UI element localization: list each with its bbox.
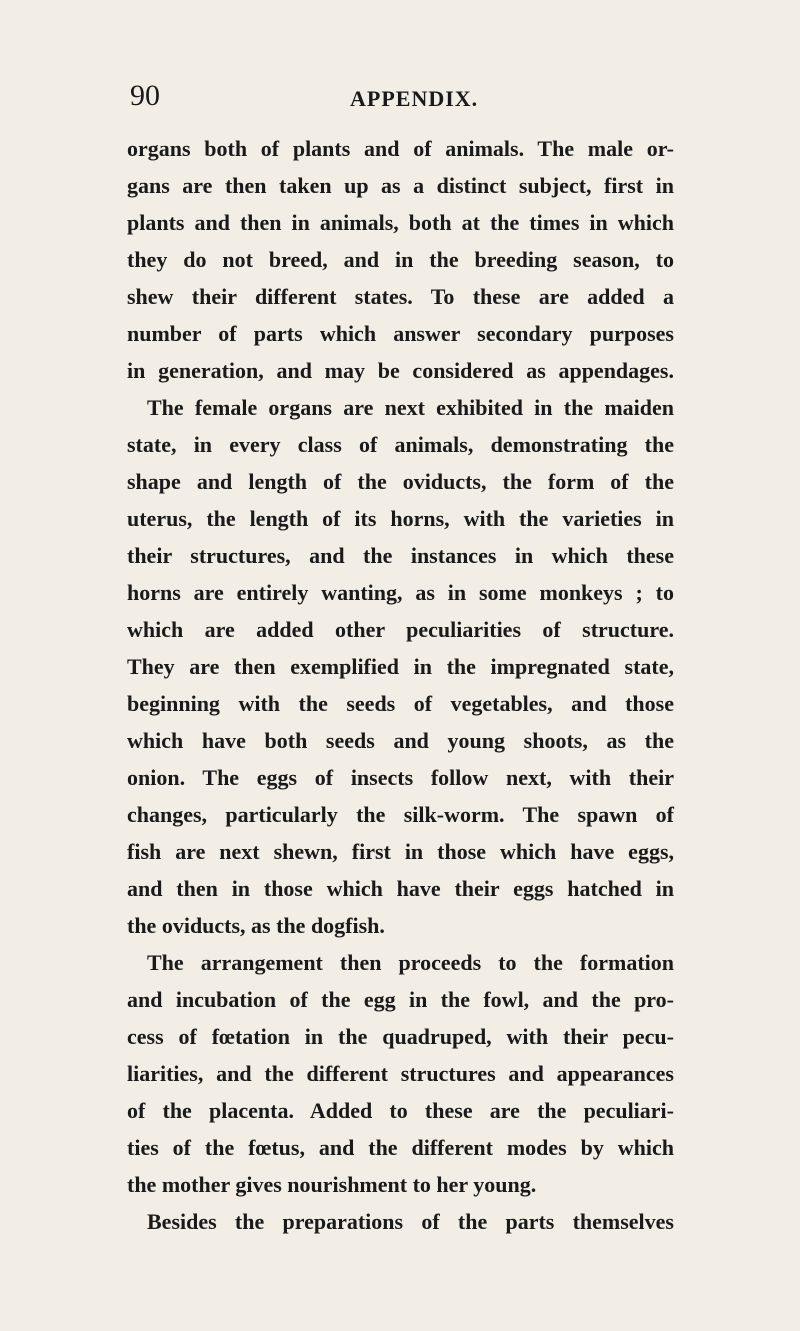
- text-line: changes, particularly the silk-worm. The spawn of: [127, 802, 674, 827]
- text-line: their structures, and the instances in which these: [127, 543, 674, 568]
- text-line: Besides the preparations of the parts themselves: [147, 1209, 674, 1234]
- text-line: cess of fœtation in the quadruped, with their pecu-: [127, 1024, 674, 1049]
- running-title: APPENDIX.: [350, 86, 479, 111]
- running-head: [130, 76, 670, 116]
- text-line: The female organs are next exhibited in the maiden: [147, 395, 674, 420]
- text-line: They are then exemplified in the impregnated state,: [127, 654, 674, 679]
- text-line: they do not breed, and in the breeding season, to: [127, 247, 674, 272]
- text-line: which are added other peculiarities of structure.: [127, 617, 674, 642]
- text-line: onion. The eggs of insects follow next, with their: [127, 765, 674, 790]
- text-line: horns are entirely wanting, as in some monkeys ; to: [127, 580, 674, 605]
- body-text: [127, 130, 674, 1240]
- text-line: ties of the fœtus, and the different modes by which: [127, 1135, 674, 1160]
- text-line: which have both seeds and young shoots, as the: [127, 728, 674, 753]
- text-line: in generation, and may be considered as appendages.: [127, 358, 674, 383]
- page-number: 90: [130, 79, 160, 112]
- text-line: and incubation of the egg in the fowl, and the pro-: [127, 987, 674, 1012]
- text-line: liarities, and the different structures and appearances: [127, 1061, 674, 1086]
- text-line: organs both of plants and of animals. The male or-: [127, 136, 674, 161]
- text-line: beginning with the seeds of vegetables, and those: [127, 691, 674, 716]
- text-line: shew their different states. To these are added a: [127, 284, 674, 309]
- text-line: fish are next shewn, first in those which have eggs,: [127, 839, 674, 864]
- text-line: gans are then taken up as a distinct subject, first in: [127, 173, 674, 198]
- text-line: shape and length of the oviducts, the form of the: [127, 469, 674, 494]
- text-line: the mother gives nourishment to her young.: [127, 1172, 537, 1197]
- text-line: uterus, the length of its horns, with the varieties in: [127, 506, 674, 531]
- text-line: state, in every class of animals, demonstrating the: [127, 432, 674, 457]
- text-line: The arrangement then proceeds to the formation: [147, 950, 674, 975]
- text-line: the oviducts, as the dogfish.: [127, 913, 385, 938]
- text-line: and then in those which have their eggs hatched in: [127, 876, 674, 901]
- text-line: of the placenta. Added to these are the peculiari-: [127, 1098, 674, 1123]
- text-line: number of parts which answer secondary purposes: [127, 321, 674, 346]
- text-line: plants and then in animals, both at the times in which: [127, 210, 674, 235]
